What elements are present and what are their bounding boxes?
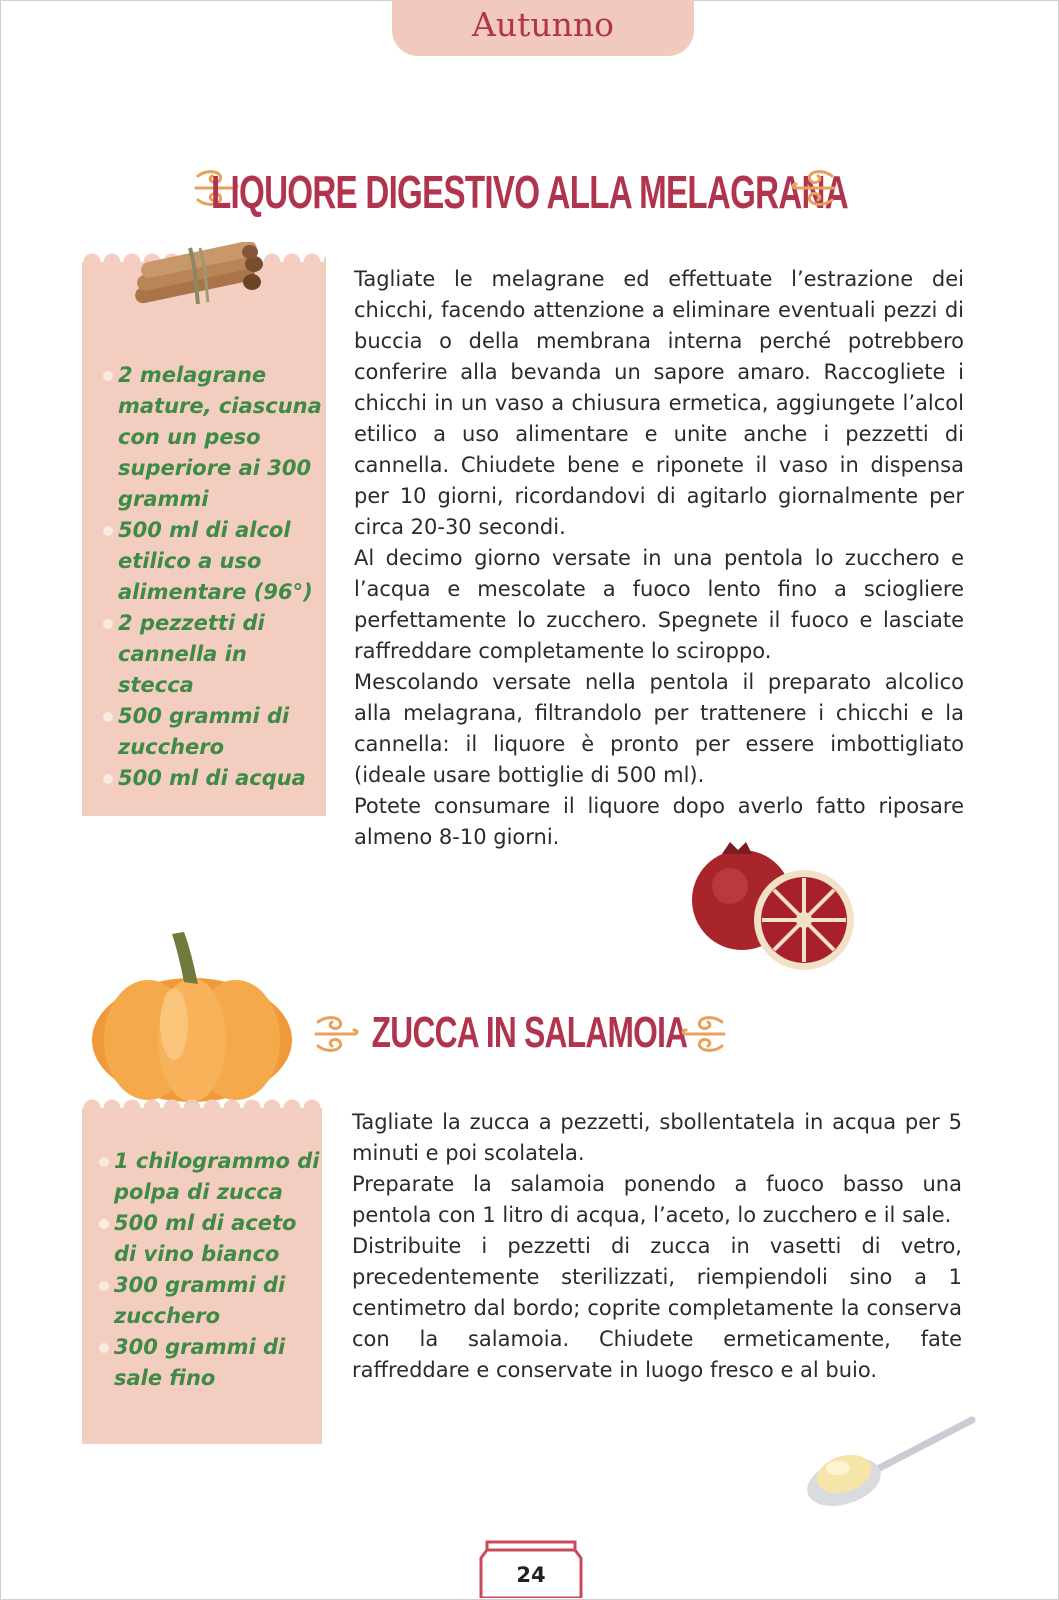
bullet-icon [103, 774, 113, 784]
paragraph: Al decimo giorno versate in una pentola lo zucchero e l’acqua e mescolate a fuoco lento fino a sciogliere perfettamente lo zucchero. Spegnete il fuoco e lasciate raffreddare completamente lo sciroppo. [354, 546, 964, 663]
section-tab [392, 0, 694, 56]
list-item: 500 grammi di zucchero [118, 701, 328, 763]
page-number: 24 [516, 1563, 546, 1587]
bullet-icon [99, 1219, 109, 1229]
paragraph: Preparate la salamoia ponendo a fuoco basso una pentola con 1 litro di acqua, l’aceto, lo zucchero e il sale. [352, 1172, 962, 1227]
list-item: 1 chilogrammo di polpa di zucca [114, 1146, 324, 1208]
paragraph: Potete consumare il liquore dopo averlo fatto riposare almeno 8-10 giorni. [354, 794, 964, 849]
list-item: 500 ml di alcol etilico a uso alimentare (96°) [118, 515, 328, 608]
bullet-icon [103, 619, 113, 629]
paragraph: Distribuite i pezzetti di zucca in vasetti di vetro, precedentemente sterilizzati, riempiendoli sino a 1 centimetro dal bordo; coprite completamente la conserva con la salamoia. Chiudete ermeticamente, fate raffreddare e conservate in luogo fresco e al buio. [352, 1234, 962, 1382]
paragraph: Tagliate la zucca a pezzetti, sbollentatela in acqua per 5 minuti e poi scolatela. [352, 1110, 962, 1165]
recipe2-ingredients-list [114, 1146, 324, 1394]
recipe1-ingredients-list [118, 360, 328, 794]
bullet-icon [103, 526, 113, 536]
section-tab-label: Autunno [472, 5, 614, 44]
spoon-of-sugar-icon [804, 1412, 980, 1510]
list-item: 2 pezzetti di cannella in stecca [118, 608, 328, 701]
recipe1-instructions [354, 264, 964, 853]
cinnamon-icon [126, 242, 268, 312]
paragraph: Tagliate le melagrane ed effettuate l’estrazione dei chicchi, facendo attenzione a eliminare eventuali pezzi di buccia o della membrana interna perché potrebbero conferire alla bevanda un sapore amaro. Raccogliete i chicchi in un vaso a chiusura ermetica, aggiungete l’alcol etilico a uso alimentare e unite anche i pezzetti di cannella. Chiudete bene e riponete il vaso in dispensa per 10 giorni, ricordandovi di agitarlo giornalmente per circa 20-30 secondi. [354, 267, 964, 539]
bullet-icon [99, 1343, 109, 1353]
list-item: 300 grammi di sale fino [114, 1332, 324, 1394]
recipe2-instructions [352, 1107, 962, 1386]
bullet-icon [103, 712, 113, 722]
bullet-icon [99, 1157, 109, 1167]
list-item: 2 melagrane mature, ciascuna con un peso superiore ai 300 grammi [118, 360, 328, 515]
recipe2-title: ZUCCA IN SALAMOIA [371, 1008, 688, 1057]
paragraph: Mescolando versate nella pentola il preparato alcolico alla melagrana, filtrandolo per trattenere i chicchi e la cannella: il liquore è pronto per essere imbottigliato (ideale usare bottiglie di 500 ml). [354, 670, 964, 787]
pomegranate-icon [686, 842, 864, 978]
swirl-ornament-icon [680, 1012, 726, 1056]
list-item: 300 grammi di zucchero [114, 1270, 324, 1332]
bullet-icon [99, 1281, 109, 1291]
list-item: 500 ml di acqua [118, 763, 328, 794]
swirl-ornament-icon [790, 166, 836, 210]
bullet-icon [103, 371, 113, 381]
list-item: 500 ml di aceto di vino bianco [114, 1208, 324, 1270]
recipe1-title: LIQUORE DIGESTIVO ALLA MELAGRANA [211, 166, 848, 218]
